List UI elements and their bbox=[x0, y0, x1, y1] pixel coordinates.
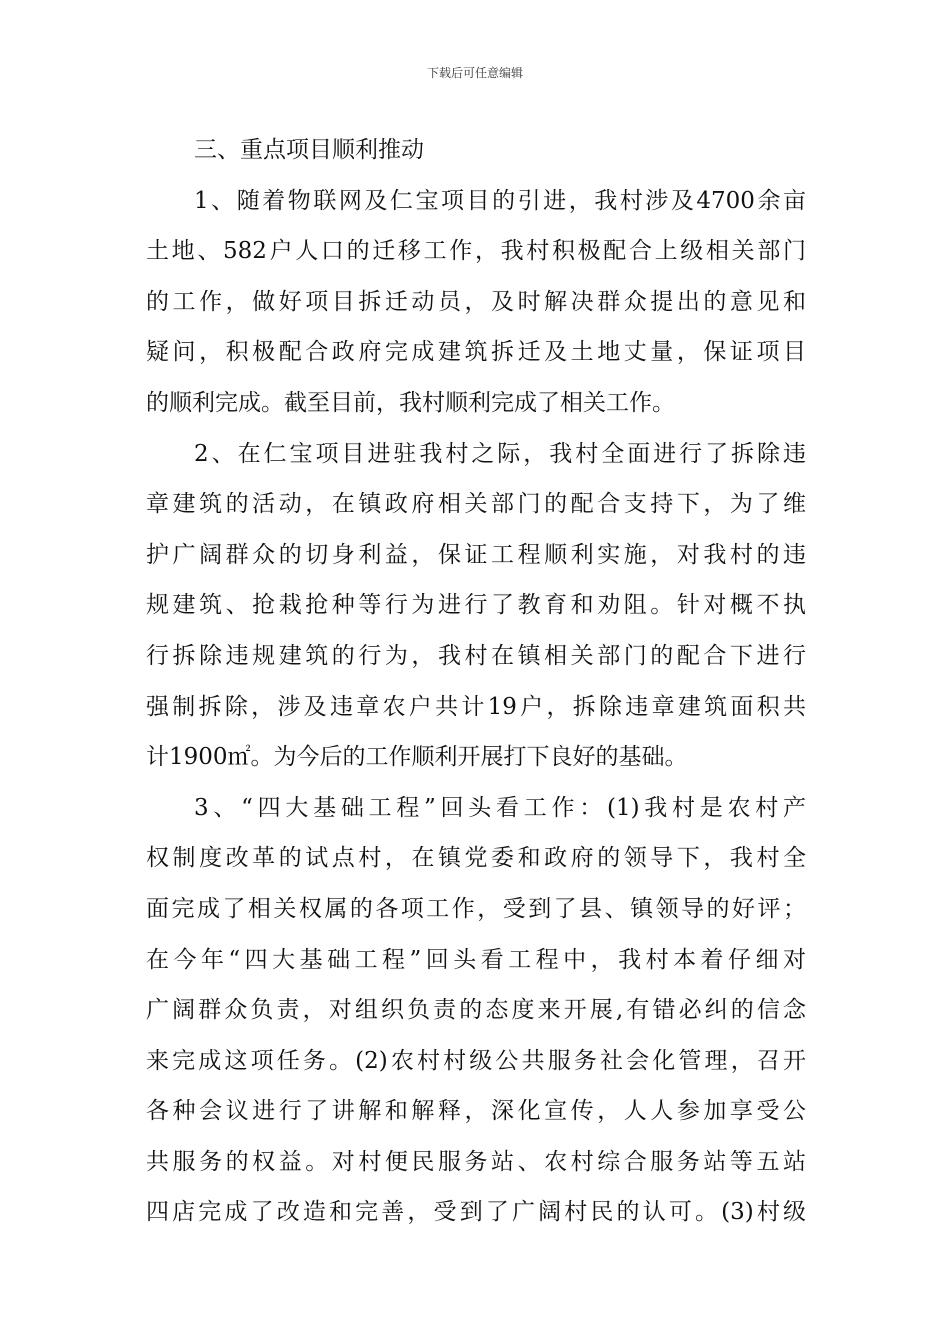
text-line: 3、“四大基础工程”回头看工作：(1)我村是农村产 bbox=[194, 794, 806, 821]
text-line: 章建筑的活动，在镇政府相关部门的配合支持下，为了维 bbox=[146, 491, 806, 518]
text-line: 各种会议进行了讲解和解释，深化宣传，人人参加享受公 bbox=[146, 1098, 806, 1125]
text-line: 权制度改革的试点村，在镇党委和政府的领导下，我村全 bbox=[146, 845, 806, 872]
text-line: 广阔群众负责，对组织负责的态度来开展,有错必纠的信念 bbox=[146, 997, 806, 1024]
text-line: 四店完成了改造和完善，受到了广阔村民的认可。(3)村级 bbox=[146, 1199, 806, 1226]
text-line: 的顺利完成。截至目前，我村顺利完成了相关工作。 bbox=[146, 389, 675, 416]
text-line: 计1900㎡。为今后的工作顺利开展打下良好的基础。 bbox=[146, 744, 688, 771]
text-line: 规建筑、抢栽抢种等行为进行了教育和劝阻。针对概不执 bbox=[146, 592, 806, 619]
text-line: 行拆除违规建筑的行为，我村在镇相关部门的配合下进行 bbox=[146, 642, 806, 669]
text-line: 共服务的权益。对村便民服务站、农村综合服务站等五站 bbox=[146, 1148, 806, 1175]
text-line: 在今年“四大基础工程”回头看工程中，我村本着仔细对 bbox=[146, 946, 806, 973]
header-note: 下载后可任意编辑 bbox=[426, 66, 523, 80]
document-body bbox=[146, 130, 806, 1243]
text-line: 来完成这项任务。(2)农村村级公共服务社会化管理，召开 bbox=[146, 1047, 806, 1074]
text-line: 疑问，积极配合政府完成建筑拆迁及土地丈量，保证项目 bbox=[146, 339, 806, 366]
text-line: 2、在仁宝项目进驻我村之际，我村全面进行了拆除违 bbox=[194, 440, 806, 467]
text-line: 土地、582户人口的迁移工作，我村积极配合上级相关部门 bbox=[146, 238, 806, 265]
text-line: 的工作，做好项目拆迁动员，及时解决群众提出的意见和 bbox=[146, 288, 806, 315]
text-line: 面完成了相关权属的各项工作，受到了县、镇领导的好评； bbox=[146, 895, 806, 922]
text-line: 护广阔群众的切身利益，保证工程顺利实施，对我村的违 bbox=[146, 541, 806, 568]
text-line: 1、随着物联网及仁宝项目的引进，我村涉及4700余亩 bbox=[194, 187, 806, 214]
text-line: 强制拆除，涉及违章农户共计19户，拆除违章建筑面积共 bbox=[146, 693, 806, 720]
text-line: 三、重点项目顺利推动 bbox=[194, 137, 424, 163]
